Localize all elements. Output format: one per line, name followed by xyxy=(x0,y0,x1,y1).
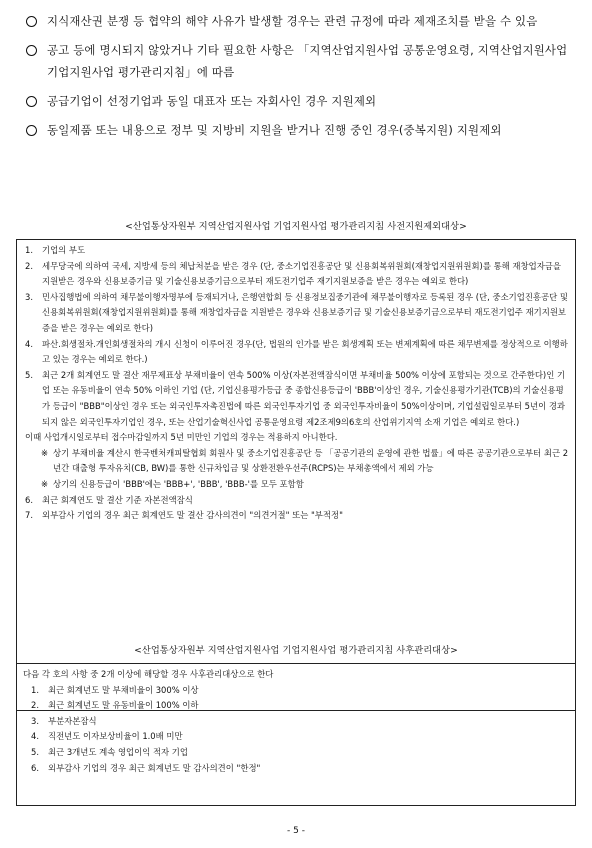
section1-caption: <산업통상자원부 지역산업지원사업 기업지원사업 평가관리지침 사전지원제외대상> xyxy=(125,221,467,232)
bullet-text: 공고 등에 명시되지 않았거나 기타 필요한 사항은 「지역산업지원사업 공통운영요령, 지역산업지원사업 기업지원사업 평가관리지침」에 따름 xyxy=(47,43,568,79)
exclusion-criteria-box xyxy=(16,239,576,711)
list-item: 3. 민사집행법에 의하여 채무불이행자명부에 등재되거나, 은행연합회 등 신용정보집중기관에 채무불이행자로 등록된 경우 (단, 중소기업진흥공단 및 신용회복위원회(재창업지원위원회)를 통해 재창업자금을 지원받은 경우와 신용보증기금 및 기술신용보증기금으로부터 재도전기업주 재기지원보증을 받은 경우는 예외로 한다) xyxy=(25,291,568,333)
list-item: 2. 최근 회계년도 말 유동비율이 100% 이하 xyxy=(31,700,199,711)
list-item: 1. 기업의 부도 xyxy=(25,245,86,255)
list-item: 5. 최근 3개년도 계속 영업이익 적자 기업 xyxy=(31,746,188,757)
bullet-text: 동일제품 또는 내용으로 정부 및 지방비 지원을 받거나 진행 중인 경우(중복지원) 지원제외 xyxy=(47,123,502,137)
bullet-text: 공급기업이 선정기업과 동일 대표자 또는 자회사인 경우 지원제외 xyxy=(47,94,377,108)
asterisk-icon: ※ xyxy=(41,478,49,489)
page-number: - 5 - xyxy=(287,826,305,836)
circle-bullet-icon xyxy=(26,96,37,107)
list-item: 3. 부분자본잠식 xyxy=(31,715,97,726)
post-management-box xyxy=(16,663,576,806)
circle-bullet-icon xyxy=(26,16,37,27)
asterisk-icon: ※ xyxy=(41,447,49,458)
bullet-item xyxy=(26,90,578,112)
bullet-item xyxy=(26,10,578,32)
circle-bullet-icon xyxy=(26,45,37,56)
list-item: 6. 최근 회계연도 말 결산 기준 자본전액잠식 xyxy=(25,494,193,505)
list-item: 6. 외부감사 기업의 경우 최근 회계년도 말 감사의견이 "한정" xyxy=(31,762,261,773)
list-item: 5. 최근 2개 회계연도 말 결산 재무제표상 부채비율이 연속 500% 이상(자본전액잠식이면 부채비율 500% 이상에 포함되는 것으로 간주한다)인 기업 또는 유동비율이 연속 50% 이하인 기업 (단, 기업신용평가등급 중 종합신용등급이 'BBB'이상인 경우, 기술신용평가기관(TCB)의 기술신용평가 등급이 "BBB"이상인 경우 또는 외국인투자촉진법에 따른 외국인투자기업 중 외국인투자비율이 50%이상이며, 기업설립일로부터 5년이 경과되지 않은 외국인투자기업인 경우, 또는 산업기술혁신사업 공통운영요령 제2조제9의6호의 산업위기지역 소재 기업은 예외로 한다.) xyxy=(25,369,566,427)
list-item: 4. 직전년도 이자보상비율이 1.0배 미만 xyxy=(31,731,183,742)
bullet-text: 지식재산권 분쟁 등 협약의 해약 사유가 발생할 경우는 관련 규정에 따라 제재조치를 받을 수 있음 xyxy=(47,14,538,28)
section2-caption: <산업통상자원부 지역산업지원사업 기업지원사업 평가관리지침 사후관리대상> xyxy=(134,645,458,656)
bullet-item xyxy=(26,119,578,141)
list-item: 7. 외부감사 기업의 경우 최근 회계연도 말 결산 감사의견이 "의견거절" 또는 "부적정" xyxy=(25,510,343,521)
list-item: 2. 세무당국에 의하여 국세, 지방세 등의 체납처분을 받은 경우 (단, 중소기업진흥공단 및 신용회복위원회(재창업지원위원회)를 통해 재창업자금을 지원받은 경우와 신용보증기금 및 기술신용보증기금으로부터 재도전기업주 재기지원보증을 받은 경우는 예외로 한다) xyxy=(25,260,561,287)
circle-bullet-icon xyxy=(26,125,37,136)
list-item: 1. 최근 회계년도 말 부채비율이 300% 이상 xyxy=(31,684,199,695)
exception-note: 이때 사업개시일로부터 접수마감일까지 5년 미만인 기업의 경우는 적용하지 아니한다. xyxy=(25,432,338,443)
footnote: ※ 상기 부채비율 계산시 한국벤처캐피탈협회 회원사 및 중소기업진흥공단 등 「공공기관의 운영에 관한 법률」에 따른 공공기관으로부터 최근 2년간 대출형 투자유치(CB, BW)를 통한 신규차입금 및 상환전환우선주(RCPS)는 부채총액에서 제외 가능 xyxy=(23,446,569,477)
list-item: 4. 파산.회생절차.개인회생절차의 개시 신청이 이루어진 경우(단, 법원의 인가를 받은 회생계획 또는 변제계획에 따른 채무변제를 정상적으로 이행하고 있는 경우는 예외로 한다.) xyxy=(25,338,568,365)
bullet-item xyxy=(26,39,578,83)
footnote: ※ 상기의 신용등급이 'BBB'에는 'BBB+', 'BBB', 'BBB-'를 모두 포함함 xyxy=(23,477,569,493)
bullet-list xyxy=(26,10,578,148)
intro-text: 다음 각 호의 사항 중 2개 이상에 해당할 경우 사후관리대상으로 한다 xyxy=(23,669,274,679)
